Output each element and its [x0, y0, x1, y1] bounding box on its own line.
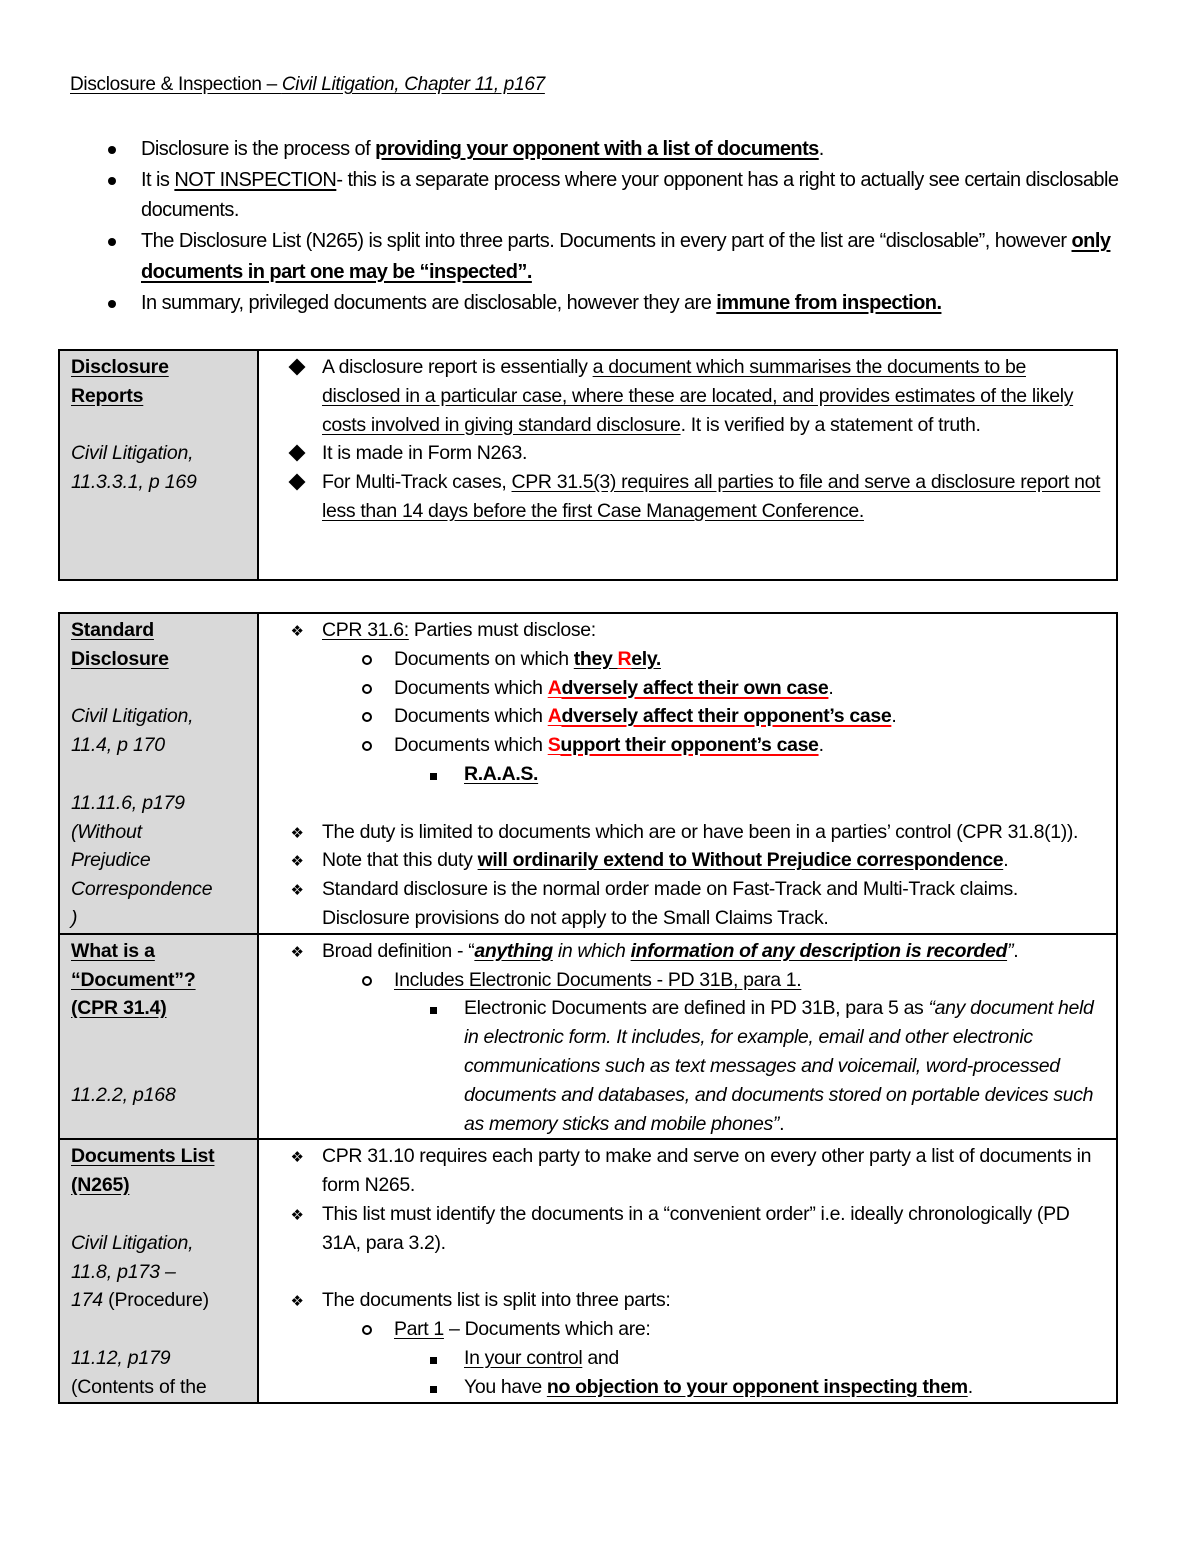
notes-cell — [258, 934, 1117, 1140]
text-run: Documents which — [394, 705, 548, 728]
diamond-bullet-icon — [285, 468, 309, 497]
note-item — [259, 468, 1106, 526]
text-run: – Documents which are: — [443, 1318, 651, 1341]
four-diamond-bullet-icon: ❖ — [290, 853, 304, 871]
table-row — [59, 934, 1117, 1140]
text-run: a document which summarises the documents to be disclosed in a particular case, where these are located, and provides estimates of the likely costs involved in giving standard disclosure — [322, 356, 1074, 436]
circle-bullet-icon — [355, 1315, 379, 1344]
note-item — [259, 1286, 1106, 1315]
note-item — [259, 1315, 1106, 1344]
text-run: anything — [474, 939, 553, 962]
text-run: The duty is limited to documents which are or have been in a parties’ control (CPR 31.8(1)). — [322, 820, 1079, 843]
reference-line: 11.3.3.1, p 169 — [71, 471, 197, 494]
diamond-bullet-icon — [285, 353, 309, 382]
reference-line — [71, 1023, 251, 1052]
text-run: . — [1003, 849, 1009, 872]
reference-line: Civil Litigation, — [71, 705, 194, 728]
note-item — [259, 1373, 1106, 1402]
four-diamond-bullet-icon: ❖ — [290, 943, 304, 961]
reference-line: (Contents of the — [71, 1375, 207, 1398]
circle-bullet-icon — [355, 702, 379, 731]
reference-line: 11.2.2, p168 — [71, 1083, 176, 1106]
text-run: Parties must disclose: — [408, 619, 596, 641]
note-item — [259, 616, 1106, 645]
text-run: . — [1013, 939, 1019, 962]
topic-heading-line: Disclosure — [71, 356, 169, 378]
note-item — [259, 702, 1106, 731]
text-run: You have — [464, 1375, 547, 1398]
text-run: “any document held in electronic form. It includes, for example, email and other electronic communications such as text messages and voicemail, word-processed documents and databases, and documents stored on portable devices such as memory sticks and mobile phones” — [464, 997, 1094, 1135]
bullet-dot-icon — [108, 146, 116, 154]
topic-heading — [71, 937, 251, 1023]
table-row — [59, 1139, 1117, 1402]
text-run: immune from inspection. — [716, 291, 942, 314]
note-item — [259, 1200, 1106, 1258]
text-run: . It is verified by a statement of truth. — [680, 413, 981, 436]
text-run: CPR 31.10 requires each party to make and serve on every other party a list of documents in form N265. — [322, 1145, 1092, 1197]
title-reference: Civil Litigation, Chapter 11, p167 — [281, 74, 545, 95]
text-run: CPR 31.6: — [322, 619, 409, 641]
text-run: Part 1 — [394, 1318, 444, 1341]
reference-line: 174 (Procedure) — [71, 1289, 209, 1312]
bullet-dot-icon — [108, 177, 116, 185]
topic-heading — [71, 1142, 251, 1200]
note-item — [259, 846, 1106, 875]
topic-heading-line: (CPR 31.4) — [71, 997, 167, 1020]
text-run: Documents which — [394, 676, 548, 699]
text-run: and — [582, 1346, 619, 1369]
text-run: A disclosure report is essentially — [322, 356, 593, 378]
text-run: Disclosure is the process of — [141, 138, 376, 160]
text-run: . — [891, 705, 897, 728]
text-run: The Disclosure List (N265) is split into three parts. Documents in every part of the list are “disclosable”, however — [141, 230, 1072, 253]
note-item — [259, 875, 1106, 933]
four-diamond-bullet-icon: ❖ — [290, 824, 304, 842]
reference-line — [71, 760, 251, 789]
note-item — [259, 818, 1106, 847]
text-run: providing your opponent with a list of documents — [375, 138, 819, 160]
disclosure-reports-table — [58, 349, 1118, 581]
title-main: Disclosure & Inspection – — [70, 74, 282, 95]
note-item — [259, 1142, 1106, 1200]
text-run: . — [818, 138, 824, 160]
reference-line — [71, 674, 251, 703]
four-diamond-bullet-icon: ❖ — [290, 1149, 304, 1167]
topic-heading — [71, 616, 251, 674]
topic-heading-line: Reports — [71, 384, 144, 407]
square-bullet-icon — [421, 760, 445, 789]
text-run: This list must identify the documents in a “convenient order” i.e. ideally chronologically (PD 31A, para 3.2). — [322, 1202, 1070, 1254]
topic-heading-line: “Document”? — [71, 968, 196, 991]
text-run: R — [617, 647, 632, 670]
reference-line: Civil Litigation, — [71, 1231, 194, 1254]
text-run: “ — [468, 939, 475, 962]
reference-line: 11.4, p 170 — [71, 734, 165, 757]
text-run: The documents list is split into three parts: — [322, 1289, 671, 1312]
text-run: Electronic Documents are defined in PD 31B, para 5 as — [464, 997, 929, 1020]
intro-bullet — [70, 288, 1150, 319]
square-bullet-icon — [421, 994, 445, 1023]
text-run: only documents in part one may be “inspected”. — [141, 230, 1111, 283]
topic-cell — [59, 934, 258, 1140]
text-run: they — [573, 647, 618, 670]
page-title — [70, 74, 545, 96]
text-run: Standard disclosure is the normal order made on Fast-Track and Multi-Track claims. Disclosure provisions do not apply to the Small Claims Track. — [322, 878, 1018, 929]
note-item — [259, 937, 1106, 966]
topic-heading-line: Disclosure — [71, 647, 169, 670]
bullet-dot-icon — [108, 300, 116, 308]
spacer — [259, 1258, 1106, 1287]
intro-bullet — [70, 226, 1150, 287]
circle-bullet-icon — [355, 731, 379, 760]
square-bullet-icon — [421, 1344, 445, 1373]
note-item — [259, 439, 1106, 468]
text-run: In summary, privileged documents are disclosable, however they are — [141, 291, 717, 314]
reference-line: 11.12, p179 — [71, 1346, 171, 1369]
reference-line: (Without — [71, 820, 142, 843]
reference-line: 11.11.6, p179 — [71, 791, 185, 814]
text-run: - this is a separate process where your opponent has a right to actually see certain disclosable documents. — [141, 168, 1119, 222]
intro-bullet-list — [70, 134, 1150, 318]
text-run: . — [779, 1112, 785, 1135]
disclosure-topics-table — [58, 612, 1118, 1404]
note-item — [259, 1344, 1106, 1373]
text-run: no objection to your opponent inspecting them — [546, 1375, 968, 1398]
note-item — [259, 353, 1106, 439]
reference-line: ) — [71, 906, 78, 929]
intro-bullet — [70, 165, 1150, 226]
note-item — [259, 994, 1106, 1138]
text-run: . — [818, 734, 824, 757]
text-run: information of any description is recorded — [630, 939, 1008, 962]
topic-heading-line: What is a — [71, 939, 155, 962]
text-run: A — [547, 676, 562, 699]
topic-cell — [59, 350, 258, 580]
note-item — [259, 645, 1106, 674]
topic-heading-line: Standard — [71, 619, 154, 641]
bullet-dot-icon — [108, 238, 116, 246]
intro-bullet — [70, 134, 1150, 165]
text-run: NOT INSPECTION — [174, 168, 337, 191]
text-run: Broad definition - — [322, 939, 469, 962]
notes-cell — [258, 613, 1117, 934]
four-diamond-bullet-icon: ❖ — [290, 1206, 304, 1224]
text-run: R.A.A.S. — [464, 762, 539, 785]
diamond-bullet-icon — [285, 439, 309, 468]
reference-line — [71, 1315, 251, 1344]
text-run: ” — [1007, 939, 1014, 962]
four-diamond-bullet-icon: ❖ — [290, 882, 304, 900]
text-run: . — [828, 676, 834, 699]
text-run: . — [967, 1375, 973, 1398]
text-run: dversely affect their opponent’s case — [561, 705, 892, 728]
topic-cell — [59, 1139, 258, 1402]
spacer — [259, 789, 1106, 818]
topic-heading-line: Documents List — [71, 1145, 215, 1168]
reference-line: Civil Litigation, — [71, 442, 194, 465]
text-run: For Multi-Track cases, — [322, 471, 512, 494]
text-run: S — [547, 734, 561, 757]
text-run: It is — [141, 168, 175, 191]
topic-heading — [71, 353, 251, 411]
reference-line — [71, 1200, 251, 1229]
square-bullet-icon — [421, 1373, 445, 1402]
reference-line: 11.8, p173 – — [71, 1260, 176, 1283]
text-run: In your control — [464, 1346, 583, 1369]
topic-heading-line: (N265) — [71, 1174, 130, 1197]
circle-bullet-icon — [355, 674, 379, 703]
circle-bullet-icon — [355, 966, 379, 995]
text-run: Documents on which — [394, 647, 574, 670]
text-run: ely. — [631, 647, 661, 670]
table-row — [59, 350, 1117, 580]
text-run: upport their opponent’s case — [560, 734, 819, 757]
reference-line: Prejudice — [71, 849, 151, 872]
table-row — [59, 613, 1117, 934]
notes-cell — [258, 350, 1117, 580]
note-item — [259, 760, 1106, 789]
reference-line: Correspondence — [71, 878, 213, 901]
text-run: will ordinarily extend to Without Prejudice correspondence — [477, 849, 1004, 872]
reference-line — [71, 1052, 251, 1081]
notes-cell — [258, 1139, 1117, 1402]
reference-line — [71, 411, 251, 440]
text-run: CPR 31.5(3) requires all parties to file and serve a disclosure report not less than 14 days before the first Case Management Conference. — [322, 471, 1101, 522]
circle-bullet-icon — [355, 645, 379, 674]
text-run: Documents which — [394, 734, 548, 757]
topic-cell — [59, 613, 258, 934]
text-run: in which — [552, 939, 631, 962]
four-diamond-bullet-icon: ❖ — [290, 623, 304, 640]
note-item — [259, 731, 1106, 760]
text-run: A — [547, 705, 562, 728]
text-run: Note that this duty — [322, 849, 478, 872]
text-run: It is made in Form N263. — [322, 442, 528, 465]
note-item — [259, 674, 1106, 703]
text-run: dversely affect their own case — [561, 676, 829, 699]
four-diamond-bullet-icon: ❖ — [290, 1293, 304, 1311]
text-run: Includes Electronic Documents - PD 31B, para 1. — [394, 968, 802, 991]
note-item — [259, 966, 1106, 995]
